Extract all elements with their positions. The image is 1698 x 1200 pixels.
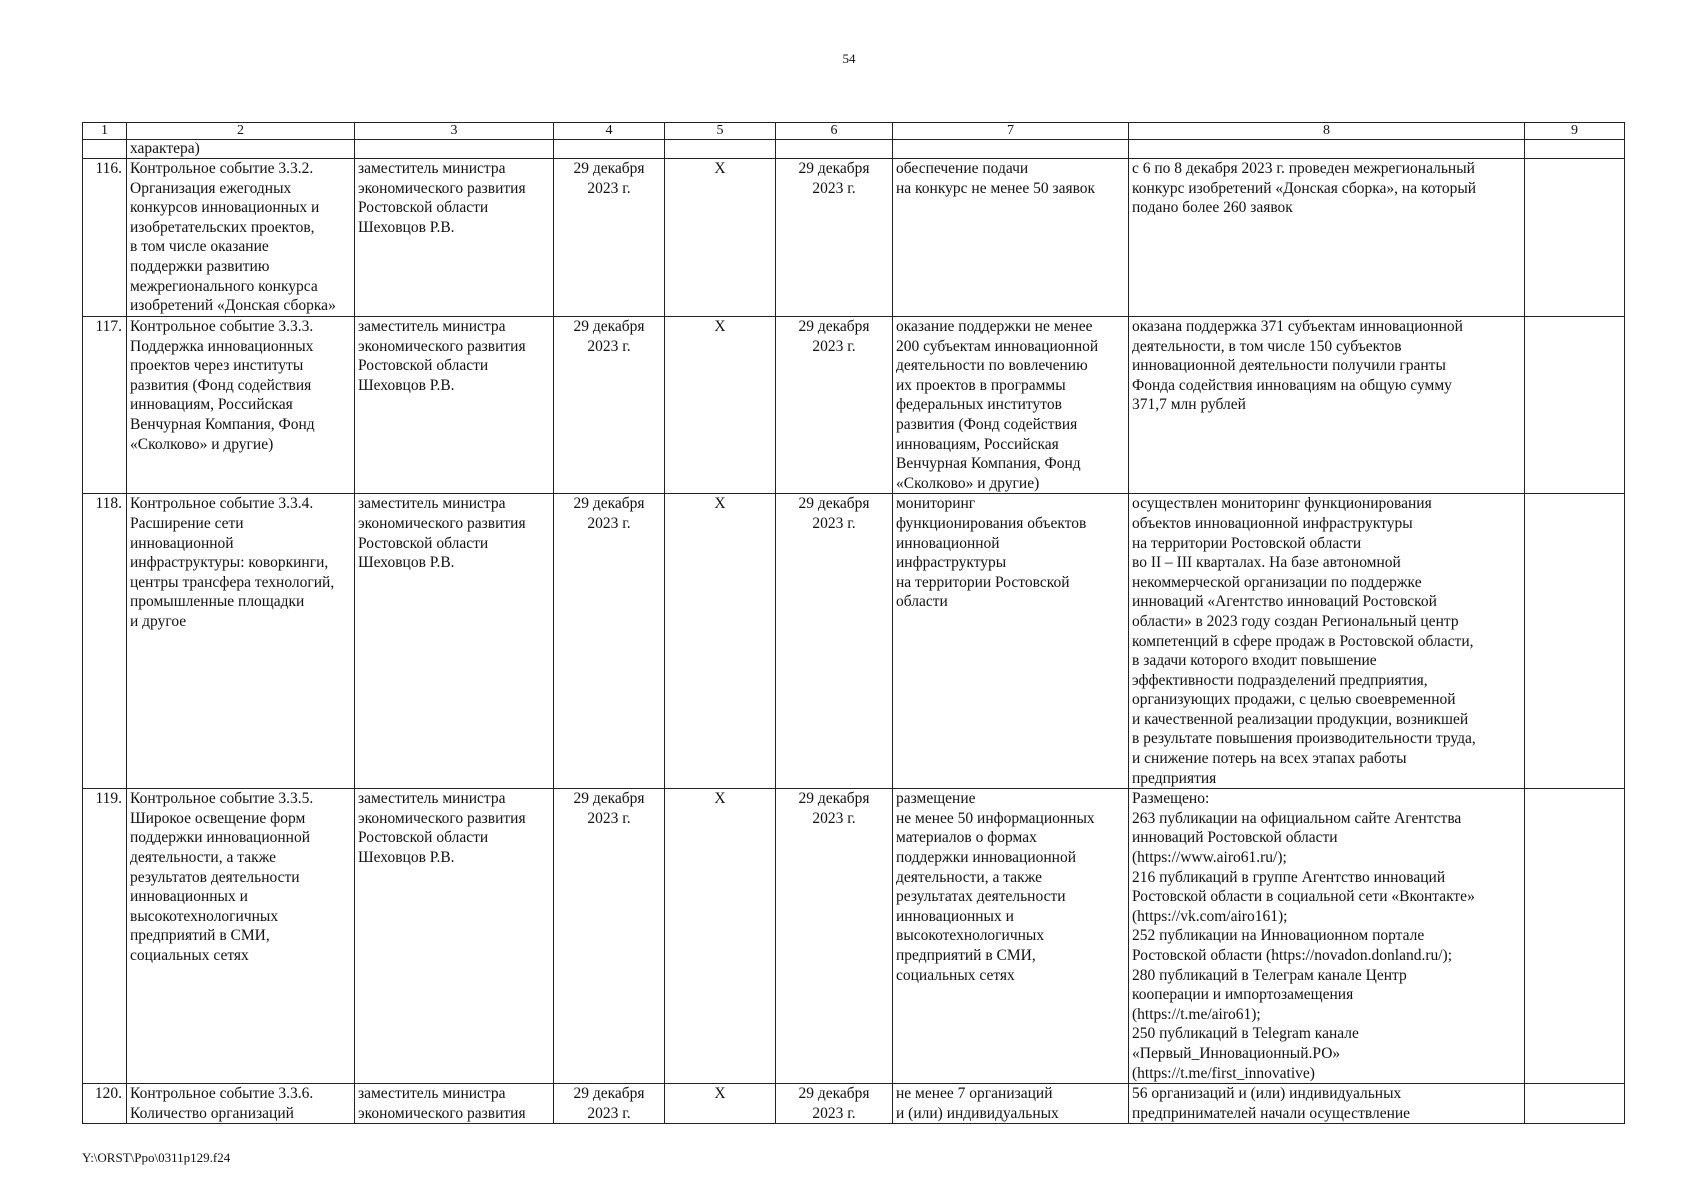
report-table (82, 122, 1625, 1124)
cell-expected-result: мониторинг функционирования объектов инновационной инфраструктуры на территории Ростовской области (893, 494, 1129, 789)
table-header-row (83, 123, 1625, 140)
table-row (83, 317, 1625, 494)
cell-plan-date: 29 декабря 2023 г. (554, 494, 665, 789)
cell-responsible: заместитель министра экономического развития Ростовской области Шеховцов Р.В. (355, 159, 554, 317)
cell-expected-result: размещение не менее 50 информационных материалов о формах поддержки инновационной деятельности, а также результатах деятельности инновационных и высокотехнологичных предприятий в СМИ, социальных сетях (893, 789, 1129, 1084)
cell-number: 119. (83, 789, 127, 1084)
cell-col5: X (665, 1084, 776, 1124)
cell-event: характера) (127, 140, 355, 159)
column-header: 7 (893, 123, 1129, 140)
cell-number (83, 140, 127, 159)
cell-event: Контрольное событие 3.3.4. Расширение сети инновационной инфраструктуры: коворкинги, центры трансфера технологий, промышленные площадки и другое (127, 494, 355, 789)
cell-expected-result: обеспечение подачи на конкурс не менее 50 заявок (893, 159, 1129, 317)
cell-fact-date: 29 декабря 2023 г. (776, 317, 893, 494)
column-header: 8 (1129, 123, 1525, 140)
cell-col5: X (665, 494, 776, 789)
table-row (83, 159, 1625, 317)
column-header: 9 (1525, 123, 1625, 140)
cell-plan-date (554, 140, 665, 159)
cell-responsible: заместитель министра экономического развития Ростовской области Шеховцов Р.В. (355, 494, 554, 789)
file-path-footer: Y:\ORST\Ppo\0311p129.f24 (82, 1150, 231, 1165)
cell-actual-result (1129, 140, 1525, 159)
cell-fact-date (776, 140, 893, 159)
cell-col9 (1525, 317, 1625, 494)
column-header: 1 (83, 123, 127, 140)
cell-col5 (665, 140, 776, 159)
cell-event: Контрольное событие 3.3.6. Количество организаций (127, 1084, 355, 1124)
cell-event: Контрольное событие 3.3.5. Широкое освещение форм поддержки инновационной деятельности, а также результатов деятельности инновационных и высокотехнологичных предприятий в СМИ, социальных сетях (127, 789, 355, 1084)
cell-number: 117. (83, 317, 127, 494)
table-row (83, 494, 1625, 789)
cell-event: Контрольное событие 3.3.2. Организация ежегодных конкурсов инновационных и изобретательских проектов, в том числе оказание поддержки развитию межрегионального конкурса изобретений «Донская сборка» (127, 159, 355, 317)
cell-col5: X (665, 789, 776, 1084)
cell-actual-result: с 6 по 8 декабря 2023 г. проведен межрегиональный конкурс изобретений «Донская сборка», на который подано более 260 заявок (1129, 159, 1525, 317)
cell-plan-date: 29 декабря 2023 г. (554, 789, 665, 1084)
cell-col9 (1525, 1084, 1625, 1124)
cell-expected-result: оказание поддержки не менее 200 субъектам инновационной деятельности по вовлечению их проектов в программы федеральных институтов развития (Фонд содействия инновациям, Российская Венчурная Компания, Фонд «Сколково» и другие) (893, 317, 1129, 494)
cell-plan-date: 29 декабря 2023 г. (554, 1084, 665, 1124)
column-header: 4 (554, 123, 665, 140)
cell-col9 (1525, 494, 1625, 789)
cell-col9 (1525, 789, 1625, 1084)
cell-col5: X (665, 159, 776, 317)
cell-fact-date: 29 декабря 2023 г. (776, 494, 893, 789)
column-header: 6 (776, 123, 893, 140)
cell-number: 120. (83, 1084, 127, 1124)
table-row-continuation (83, 140, 1625, 159)
cell-responsible (355, 140, 554, 159)
column-header: 5 (665, 123, 776, 140)
cell-plan-date: 29 декабря 2023 г. (554, 317, 665, 494)
page-number: 54 (842, 51, 856, 66)
cell-col9 (1525, 140, 1625, 159)
cell-responsible: заместитель министра экономического развития Ростовской области Шеховцов Р.В. (355, 317, 554, 494)
cell-fact-date: 29 декабря 2023 г. (776, 1084, 893, 1124)
cell-responsible: заместитель министра экономического развития Ростовской области Шеховцов Р.В. (355, 789, 554, 1084)
cell-expected-result (893, 140, 1129, 159)
cell-number: 118. (83, 494, 127, 789)
cell-actual-result: 56 организаций и (или) индивидуальных предпринимателей начали осуществление (1129, 1084, 1525, 1124)
column-header: 2 (127, 123, 355, 140)
cell-event: Контрольное событие 3.3.3. Поддержка инновационных проектов через институты развития (Фонд содействия инновациям, Российская Венчурная Компания, Фонд «Сколково» и другие) (127, 317, 355, 494)
cell-expected-result: не менее 7 организаций и (или) индивидуальных (893, 1084, 1129, 1124)
cell-actual-result: оказана поддержка 371 субъектам инновационной деятельности, в том числе 150 субъектов инновационной деятельности получили гранты Фонда содействия инновациям на общую сумму 371,7 млн рублей (1129, 317, 1525, 494)
table-row (83, 789, 1625, 1084)
cell-col9 (1525, 159, 1625, 317)
column-header: 3 (355, 123, 554, 140)
cell-actual-result: Размещено: 263 публикации на официальном сайте Агентства инноваций Ростовской области (https://www.airo61.ru/); 216 публикаций в группе Агентство инноваций Ростовской области в социальной сети «Вконтакте» (https://vk.com/airo161); 252 публикации на Инновационном портале Ростовской области (https://novadon.donland.ru/); 280 публикаций в Телеграм канале Центр кооперации и импортозамещения (https://t.me/airo61); 250 публикаций в Telegram канале «Первый_Инновационный.РО» (https://t.me/first_innovative) (1129, 789, 1525, 1084)
cell-plan-date: 29 декабря 2023 г. (554, 159, 665, 317)
cell-responsible: заместитель министра экономического развития (355, 1084, 554, 1124)
cell-fact-date: 29 декабря 2023 г. (776, 159, 893, 317)
cell-actual-result: осуществлен мониторинг функционирования объектов инновационной инфраструктуры на территории Ростовской области во II – III кварталах. На базе автономной некоммерческой организации по поддержке инноваций «Агентство инноваций Ростовской области» в 2023 году создан Региональный центр компетенций в сфере продаж в Ростовской области, в задачи которого входит повышение эффективности подразделений предприятия, организующих продажи, с целью своевременной и качественной реализации продукции, возникшей в результате повышения производительности труда, и снижение потерь на всех этапах работы предприятия (1129, 494, 1525, 789)
table-row (83, 1084, 1625, 1124)
cell-fact-date: 29 декабря 2023 г. (776, 789, 893, 1084)
cell-col5: X (665, 317, 776, 494)
cell-number: 116. (83, 159, 127, 317)
